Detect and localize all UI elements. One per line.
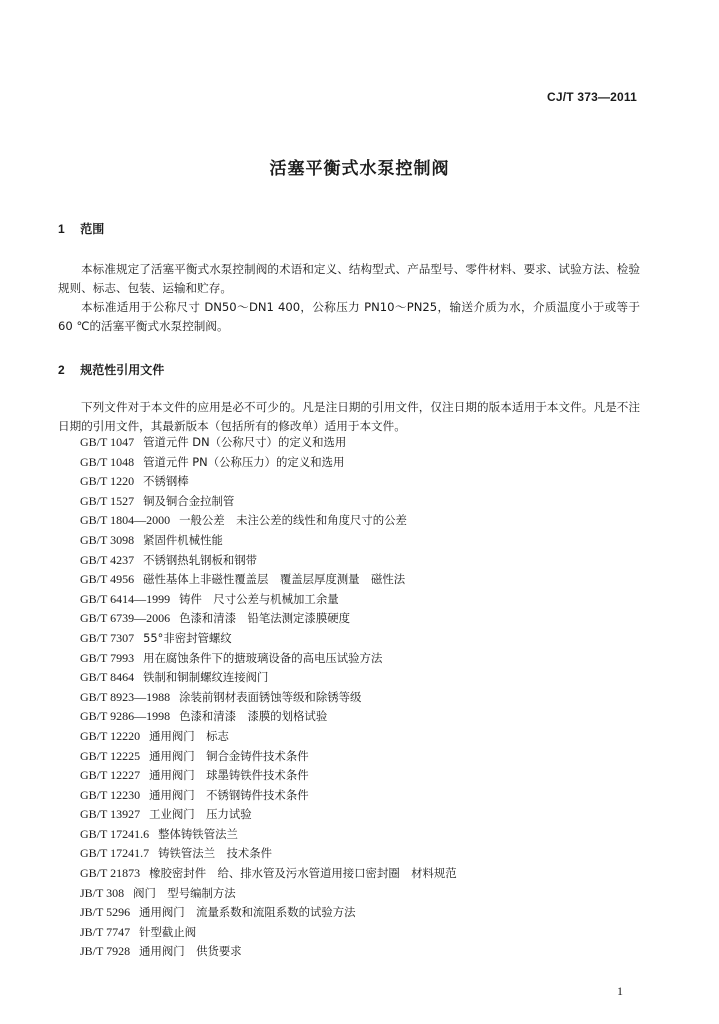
reference-code: GB/T 3098 — [80, 532, 135, 547]
reference-code: GB/T 4956 — [80, 572, 135, 587]
reference-item — [80, 531, 457, 551]
reference-title: 整体铸铁管法兰 — [158, 826, 238, 841]
section-1-heading — [58, 220, 104, 237]
reference-item — [80, 844, 457, 864]
reference-title: 通用阀门 供货要求 — [139, 944, 242, 959]
reference-item — [80, 472, 457, 492]
reference-code: GB/T 7307 — [80, 630, 135, 645]
reference-code: GB/T 12227 — [80, 768, 141, 783]
reference-item — [80, 923, 457, 943]
reference-item — [80, 511, 457, 531]
reference-title: 色漆和清漆 漆膜的划格试验 — [179, 709, 328, 724]
reference-item — [80, 668, 457, 688]
section-number: 2 — [58, 363, 65, 377]
reference-title: 不锈钢棒 — [143, 474, 189, 489]
reference-list — [80, 433, 457, 962]
reference-code: GB/T 12230 — [80, 787, 141, 802]
reference-item — [80, 609, 457, 629]
reference-item — [80, 786, 457, 806]
reference-title: 针型截止阀 — [139, 924, 197, 939]
reference-code: GB/T 1804—2000 — [80, 513, 171, 528]
reference-title: 一般公差 未注公差的线性和角度尺寸的公差 — [179, 513, 407, 528]
reference-code: JB/T 7747 — [80, 924, 131, 939]
reference-title: 铸件 尺寸公差与机械加工余量 — [179, 591, 339, 606]
reference-item — [80, 590, 457, 610]
reference-title: 通用阀门 流量系数和流阻系数的试验方法 — [139, 905, 356, 920]
reference-title: 管道元件 PN（公称压力）的定义和选用 — [143, 454, 345, 469]
reference-code: GB/T 9286—1998 — [80, 709, 171, 724]
reference-item — [80, 433, 457, 453]
reference-item — [80, 629, 457, 649]
reference-title: 通用阀门 不锈钢铸件技术条件 — [149, 787, 309, 802]
reference-title: 55°非密封管螺纹 — [143, 630, 232, 645]
reference-item — [80, 551, 457, 571]
reference-title: 铁制和铜制螺纹连接阀门 — [143, 670, 269, 685]
reference-item — [80, 805, 457, 825]
reference-title: 通用阀门 标志 — [149, 728, 229, 743]
reference-title: 橡胶密封件 给、排水管及污水管道用接口密封圈 材料规范 — [149, 866, 457, 881]
reference-item — [80, 453, 457, 473]
reference-code: GB/T 21873 — [80, 866, 141, 881]
scope-paragraph-1: 本标准规定了活塞平衡式水泵控制阀的术语和定义、结构型式、产品型号、零件材料、要求、试验方法、检验规则、标志、包装、运输和贮存。 — [58, 262, 640, 295]
reference-item — [80, 825, 457, 845]
reference-item — [80, 942, 457, 962]
page-title: 活塞平衡式水泵控制阀 — [269, 159, 450, 179]
reference-code: JB/T 5296 — [80, 905, 131, 920]
standard-code: CJ/T 373—2011 — [547, 90, 637, 104]
reference-title: 涂装前钢材表面锈蚀等级和除锈等级 — [179, 689, 362, 704]
section-number: 1 — [58, 222, 65, 236]
reference-item — [80, 766, 457, 786]
reference-title: 阀门 型号编制方法 — [133, 885, 236, 900]
section-2-intro — [58, 398, 640, 436]
reference-code: GB/T 7993 — [80, 650, 135, 665]
reference-item — [80, 570, 457, 590]
normative-references-intro: 下列文件对于本文件的应用是必不可少的。凡是注日期的引用文件，仅注日期的版本适用于本文件。凡是不注日期的引用文件，其最新版本（包括所有的修改单）适用于本文件。 — [58, 400, 640, 433]
reference-item — [80, 747, 457, 767]
reference-title: 用在腐蚀条件下的搪玻璃设备的高电压试验方法 — [143, 650, 383, 665]
section-1-body — [58, 260, 640, 336]
reference-title: 磁性基体上非磁性覆盖层 覆盖层厚度测量 磁性法 — [143, 572, 406, 587]
reference-code: GB/T 13927 — [80, 807, 141, 822]
reference-item — [80, 903, 457, 923]
reference-code: GB/T 6414—1999 — [80, 591, 171, 606]
reference-item — [80, 649, 457, 669]
reference-code: GB/T 1048 — [80, 454, 135, 469]
section-heading-text: 范围 — [80, 222, 105, 236]
reference-item — [80, 884, 457, 904]
reference-item — [80, 707, 457, 727]
reference-code: JB/T 308 — [80, 885, 125, 900]
reference-code: GB/T 17241.7 — [80, 846, 150, 861]
reference-title: 工业阀门 压力试验 — [149, 807, 252, 822]
reference-code: GB/T 12220 — [80, 728, 141, 743]
reference-item — [80, 492, 457, 512]
reference-code: GB/T 4237 — [80, 552, 135, 567]
reference-title: 铜及铜合金拉制管 — [143, 493, 235, 508]
reference-code: GB/T 1047 — [80, 435, 135, 449]
reference-code: JB/T 7928 — [80, 944, 131, 959]
reference-item — [80, 864, 457, 884]
reference-code: GB/T 1527 — [80, 493, 135, 508]
reference-title: 铸铁管法兰 技术条件 — [158, 846, 273, 861]
section-2-heading — [58, 361, 164, 378]
reference-item — [80, 727, 457, 747]
reference-code: GB/T 12225 — [80, 748, 141, 763]
reference-code: GB/T 1220 — [80, 474, 135, 489]
section-heading-text: 规范性引用文件 — [80, 363, 165, 377]
reference-title: 通用阀门 铜合金铸件技术条件 — [149, 748, 309, 763]
reference-title: 不锈钢热轧钢板和钢带 — [143, 552, 258, 567]
reference-code: GB/T 17241.6 — [80, 826, 150, 841]
reference-code: GB/T 8923—1988 — [80, 689, 171, 704]
reference-title: 通用阀门 球墨铸铁件技术条件 — [149, 768, 309, 783]
reference-code: GB/T 6739—2006 — [80, 611, 171, 626]
scope-paragraph-2: 本标准适用于公称尺寸 DN50～DN1 400，公称压力 PN10～PN25，输送介质为水，介质温度小于或等于 60 ℃的活塞平衡式水泵控制阀。 — [58, 300, 640, 333]
reference-title: 色漆和清漆 铅笔法测定漆膜硬度 — [179, 611, 350, 626]
reference-title: 管道元件 DN（公称尺寸）的定义和选用 — [143, 435, 347, 449]
reference-item — [80, 688, 457, 708]
reference-code: GB/T 8464 — [80, 670, 135, 685]
reference-title: 紧固件机械性能 — [143, 532, 223, 547]
page-number: 1 — [617, 984, 623, 998]
